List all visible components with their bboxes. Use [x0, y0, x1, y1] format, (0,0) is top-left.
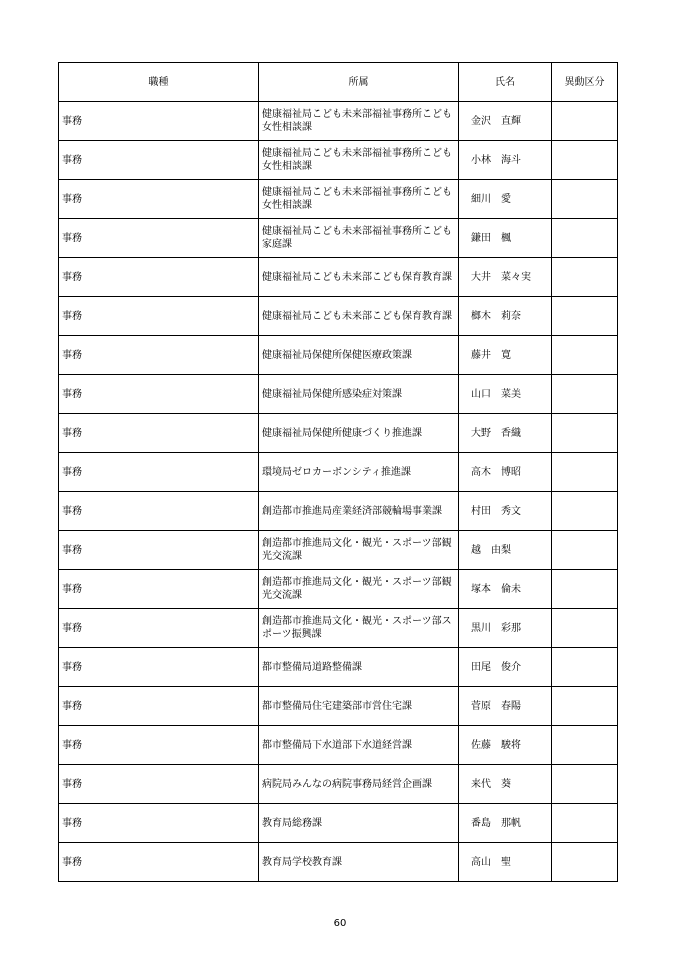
table-body: [59, 102, 618, 882]
cell-kubun: [552, 375, 618, 414]
personnel-table: [58, 62, 618, 882]
cell-job: 事務: [59, 219, 259, 258]
cell-dept: 健康福祉局こども未来部こども保育教育課: [259, 297, 459, 336]
cell-job: 事務: [59, 180, 259, 219]
cell-dept: 環境局ゼロカーボンシティ推進課: [259, 453, 459, 492]
cell-kubun: [552, 765, 618, 804]
cell-dept: 都市整備局住宅建築部市営住宅課: [259, 687, 459, 726]
cell-kubun: [552, 804, 618, 843]
table-row: [59, 648, 618, 687]
cell-job: 事務: [59, 258, 259, 297]
cell-dept: 創造都市推進局文化・観光・スポーツ部スポーツ振興課: [259, 609, 459, 648]
cell-kubun: [552, 492, 618, 531]
cell-dept: 教育局総務課: [259, 804, 459, 843]
cell-dept: 創造都市推進局産業経済部競輪場事業課: [259, 492, 459, 531]
cell-kubun: [552, 843, 618, 882]
cell-dept: 健康福祉局こども未来部福祉事務所こども家庭課: [259, 219, 459, 258]
cell-job: 事務: [59, 336, 259, 375]
cell-name: 黒川 彩那: [459, 609, 552, 648]
header-name: 氏名: [459, 63, 552, 102]
cell-dept: 教育局学校教育課: [259, 843, 459, 882]
header-kubun: 異動区分: [552, 63, 618, 102]
cell-dept: 創造都市推進局文化・観光・スポーツ部観光交流課: [259, 570, 459, 609]
table-header-row: [59, 63, 618, 102]
table-row: [59, 180, 618, 219]
cell-name: 榔木 莉奈: [459, 297, 552, 336]
table-row: [59, 765, 618, 804]
table-row: [59, 141, 618, 180]
cell-job: 事務: [59, 297, 259, 336]
cell-name: 藤井 寛: [459, 336, 552, 375]
cell-dept: 健康福祉局保健所感染症対策課: [259, 375, 459, 414]
table-row: [59, 609, 618, 648]
cell-job: 事務: [59, 765, 259, 804]
cell-kubun: [552, 414, 618, 453]
cell-job: 事務: [59, 141, 259, 180]
cell-name: 大井 菜々実: [459, 258, 552, 297]
cell-kubun: [552, 609, 618, 648]
cell-job: 事務: [59, 492, 259, 531]
cell-kubun: [552, 180, 618, 219]
cell-job: 事務: [59, 531, 259, 570]
cell-job: 事務: [59, 102, 259, 141]
table-row: [59, 336, 618, 375]
cell-job: 事務: [59, 726, 259, 765]
cell-job: 事務: [59, 648, 259, 687]
header-dept: 所属: [259, 63, 459, 102]
cell-job: 事務: [59, 804, 259, 843]
cell-job: 事務: [59, 843, 259, 882]
cell-name: 高山 聖: [459, 843, 552, 882]
cell-kubun: [552, 102, 618, 141]
table-row: [59, 687, 618, 726]
cell-dept: 創造都市推進局文化・観光・スポーツ部観光交流課: [259, 531, 459, 570]
cell-kubun: [552, 219, 618, 258]
cell-name: 山口 菜美: [459, 375, 552, 414]
table-row: [59, 531, 618, 570]
cell-name: 塚本 倫未: [459, 570, 552, 609]
cell-job: 事務: [59, 414, 259, 453]
cell-kubun: [552, 648, 618, 687]
cell-kubun: [552, 726, 618, 765]
table-row: [59, 453, 618, 492]
cell-dept: 病院局みんなの病院事務局経営企画課: [259, 765, 459, 804]
cell-job: 事務: [59, 687, 259, 726]
cell-job: 事務: [59, 375, 259, 414]
table-row: [59, 414, 618, 453]
cell-job: 事務: [59, 609, 259, 648]
cell-kubun: [552, 453, 618, 492]
table-row: [59, 804, 618, 843]
cell-name: 村田 秀文: [459, 492, 552, 531]
page-number: 60: [333, 918, 347, 929]
table-row: [59, 492, 618, 531]
cell-name: 鎌田 楓: [459, 219, 552, 258]
cell-dept: 都市整備局下水道部下水道経営課: [259, 726, 459, 765]
cell-kubun: [552, 258, 618, 297]
cell-job: 事務: [59, 453, 259, 492]
cell-dept: 健康福祉局保健所保健医療政策課: [259, 336, 459, 375]
cell-name: 佐藤 駿将: [459, 726, 552, 765]
cell-dept: 健康福祉局こども未来部福祉事務所こども女性相談課: [259, 141, 459, 180]
cell-name: 小林 海斗: [459, 141, 552, 180]
cell-kubun: [552, 297, 618, 336]
cell-dept: 健康福祉局こども未来部福祉事務所こども女性相談課: [259, 180, 459, 219]
cell-dept: 健康福祉局こども未来部こども保育教育課: [259, 258, 459, 297]
cell-dept: 都市整備局道路整備課: [259, 648, 459, 687]
table-row: [59, 375, 618, 414]
table-row: [59, 219, 618, 258]
cell-name: 番島 那帆: [459, 804, 552, 843]
cell-name: 大野 香織: [459, 414, 552, 453]
cell-kubun: [552, 531, 618, 570]
cell-name: 来代 葵: [459, 765, 552, 804]
cell-name: 高木 博昭: [459, 453, 552, 492]
cell-name: 菅原 春陽: [459, 687, 552, 726]
cell-dept: 健康福祉局保健所健康づくり推進課: [259, 414, 459, 453]
cell-kubun: [552, 570, 618, 609]
cell-name: 越 由梨: [459, 531, 552, 570]
cell-dept: 健康福祉局こども未来部福祉事務所こども女性相談課: [259, 102, 459, 141]
cell-name: 細川 愛: [459, 180, 552, 219]
cell-name: 金沢 直輝: [459, 102, 552, 141]
cell-name: 田尾 俊介: [459, 648, 552, 687]
table-row: [59, 297, 618, 336]
header-job: 職種: [59, 63, 259, 102]
cell-kubun: [552, 687, 618, 726]
cell-kubun: [552, 141, 618, 180]
table-row: [59, 726, 618, 765]
table-row: [59, 570, 618, 609]
table-row: [59, 843, 618, 882]
cell-kubun: [552, 336, 618, 375]
table-row: [59, 102, 618, 141]
cell-job: 事務: [59, 570, 259, 609]
table-row: [59, 258, 618, 297]
